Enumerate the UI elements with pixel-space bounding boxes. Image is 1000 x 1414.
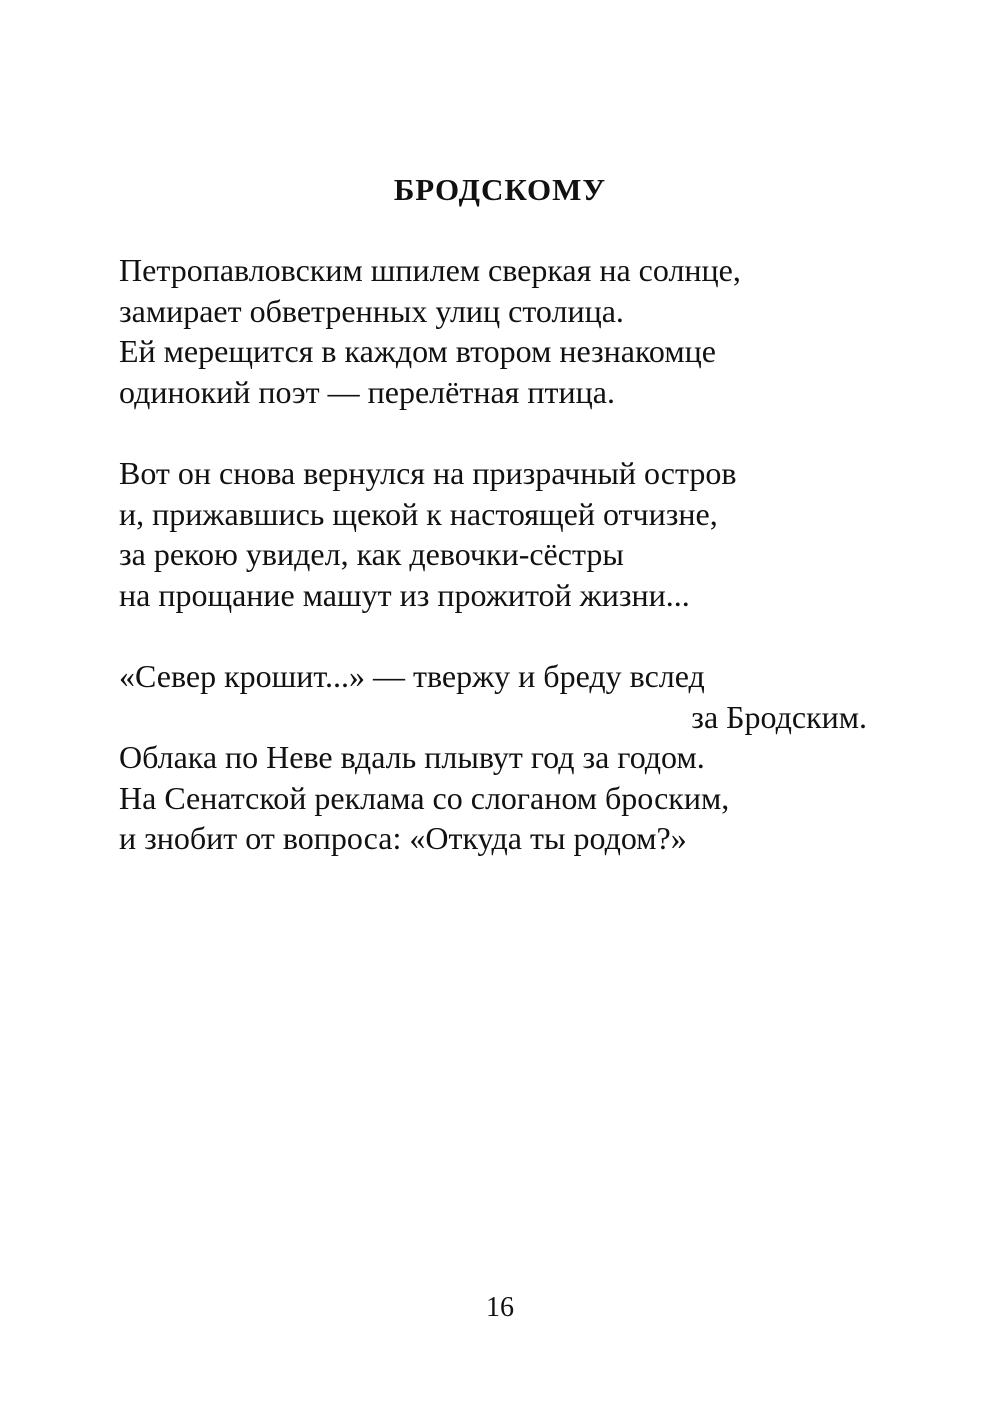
poem-title: БРОДСКОМУ bbox=[393, 172, 607, 207]
poem-line: Облака по Неве вдаль плывут год за годом. bbox=[119, 739, 705, 775]
poem-line: одинокий поэт — перелётная птица. bbox=[119, 373, 615, 410]
poem-line: Ей мерещится в каждом втором незнакомце bbox=[119, 333, 716, 369]
poem-line: и, прижавшись щекой к настоящей отчизне, bbox=[119, 495, 718, 532]
poem-line: «Север крошит...» — твержу и бреду вслед bbox=[119, 658, 705, 694]
stanza-1 bbox=[119, 250, 879, 412]
poem-line-continuation: за Бродским. bbox=[691, 698, 867, 735]
poem-line: за рекою увидел, как девочки-сёстры bbox=[119, 536, 624, 572]
poem-line: на прощание машут из прожитой жизни... bbox=[119, 576, 690, 613]
poem-line: Вот он снова вернулся на призрачный остров bbox=[119, 455, 737, 491]
poem-line: и знобит от вопроса: «Откуда ты родом?» bbox=[119, 820, 687, 856]
page-number: 16 bbox=[486, 1292, 514, 1323]
stanza-2 bbox=[119, 453, 879, 615]
poem-line: замирает обветренных улиц столица. bbox=[119, 292, 624, 329]
poem-line: Петропавловским шпилем сверкая на солнце, bbox=[119, 252, 741, 288]
poem-line: На Сенатской реклама со слоганом броским, bbox=[119, 779, 730, 816]
stanza-3 bbox=[119, 656, 879, 859]
poem-body bbox=[119, 250, 879, 900]
